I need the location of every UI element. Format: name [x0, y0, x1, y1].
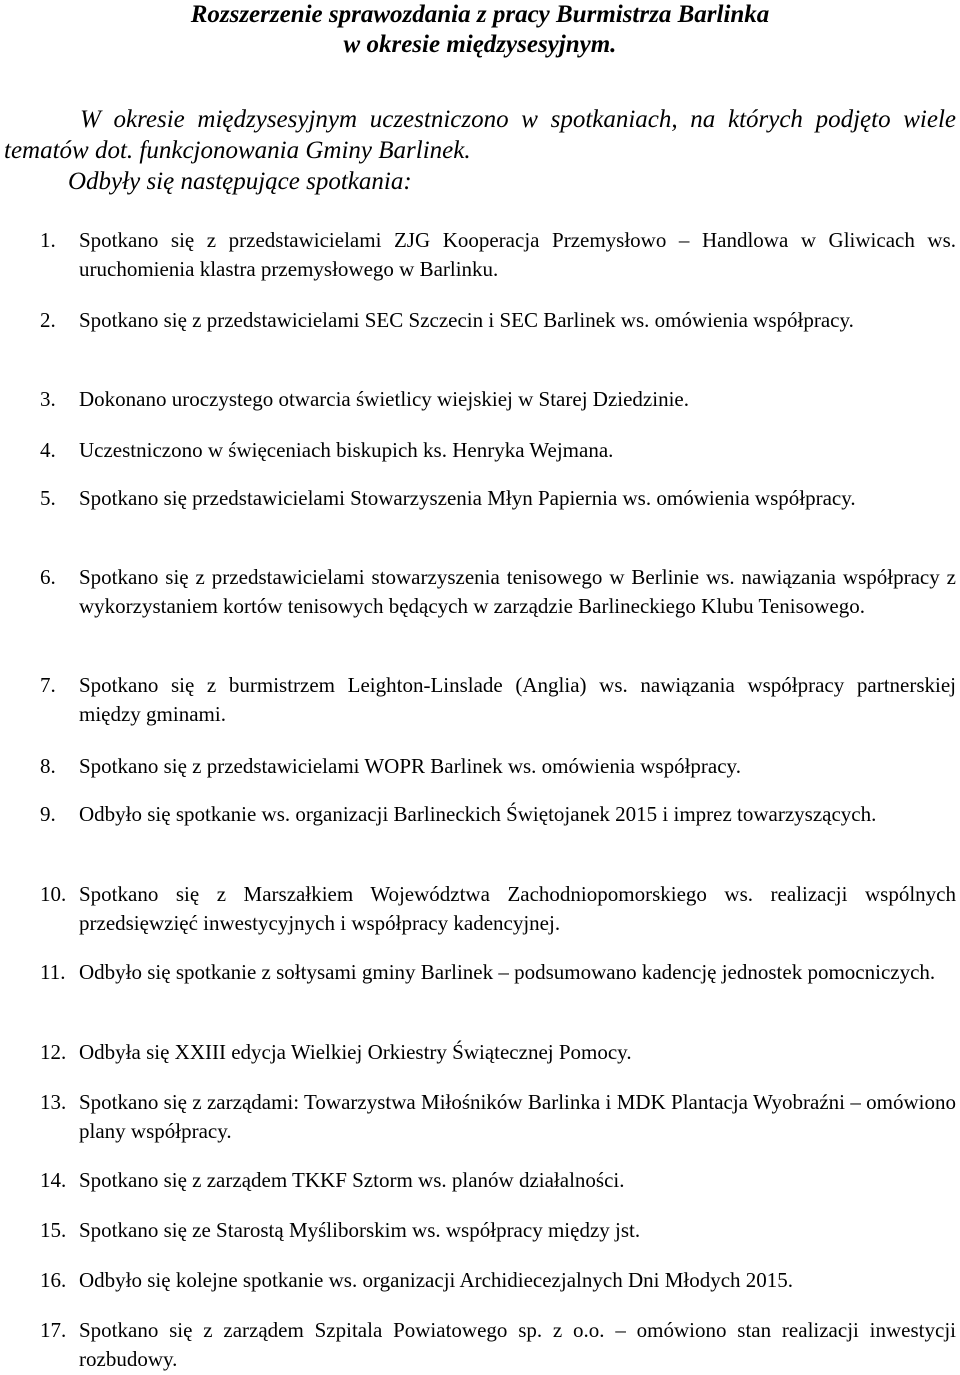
intro-text: W okresie międzysesyjnym uczestniczono w spotkaniach, na których podjęto wiele tematów dot. funkcjonowania Gminy Barlinek. — [4, 106, 956, 164]
list-item — [0, 958, 960, 987]
list-item-text: Spotkano się ze Starostą Myśliborskim ws. współpracy między jst. — [79, 1218, 641, 1242]
title-line-2: w okresie międzysesyjnym. — [343, 31, 617, 58]
list-item-number: 9. — [40, 802, 56, 826]
list-item-text: Odbyło się kolejne spotkanie ws. organizacji Archidiecezjalnych Dni Młodych 2015. — [79, 1268, 794, 1292]
list-item-number: 14. — [40, 1168, 67, 1192]
list-item-text: Spotkano się z zarządem TKKF Sztorm ws. planów działalności. — [79, 1168, 625, 1192]
list-item-number: 11. — [40, 960, 66, 984]
list-item-text: Spotkano się z burmistrzem Leighton-Linslade (Anglia) ws. nawiązania współpracy partnerskiej między gminami. — [79, 673, 956, 726]
list-item — [0, 800, 960, 829]
list-item — [0, 226, 960, 284]
list-item-text: Uczestniczono w święceniach biskupich ks. Henryka Wejmana. — [79, 438, 614, 462]
list-item-text: Odbyło się spotkanie z sołtysami gminy Barlinek – podsumowano kadencję jednostek pomocniczych. — [79, 960, 936, 984]
list-item-number: 13. — [40, 1090, 67, 1114]
list-item-text: Dokonano uroczystego otwarcia świetlicy wiejskiej w Starej Dziedzinie. — [79, 387, 689, 411]
list-item — [0, 1216, 960, 1245]
title-line-1: Rozszerzenie sprawozdania z pracy Burmistrza Barlinka — [190, 1, 770, 28]
list-item — [0, 563, 960, 621]
list-item — [0, 671, 960, 729]
list-item — [0, 1088, 960, 1146]
list-item-text: Odbyło się spotkanie ws. organizacji Barlineckich Świętojanek 2015 i imprez towarzyszących. — [79, 802, 877, 826]
list-item-text: Spotkano się przedstawicielami Stowarzyszenia Młyn Papiernia ws. omówienia współpracy. — [79, 486, 856, 510]
list-item-number: 10. — [40, 882, 67, 906]
list-item-text: Spotkano się z przedstawicielami ZJG Kooperacja Przemysłowo – Handlowa w Gliwicach ws. uruchomienia klastra przemysłowego w Barlinku. — [79, 228, 956, 281]
list-item-number: 2. — [40, 308, 56, 332]
list-item-number: 16. — [40, 1268, 67, 1292]
list-item — [0, 1316, 960, 1374]
intro-paragraph — [4, 104, 956, 197]
intro-subheading: Odbyły się następujące spotkania: — [68, 168, 412, 195]
document-title — [0, 0, 960, 60]
list-item-number: 8. — [40, 754, 56, 778]
list-item-number: 1. — [40, 228, 56, 252]
list-item — [0, 306, 960, 335]
list-item — [0, 880, 960, 938]
list-item-text: Spotkano się z przedstawicielami stowarzyszenia tenisowego w Berlinie ws. nawiązania współpracy z wykorzystaniem kortów tenisowych będących w zarządzie Barlineckiego Klubu Tenisowego. — [79, 565, 956, 618]
list-item-text: Spotkano się z przedstawicielami WOPR Barlinek ws. omówienia współpracy. — [79, 754, 741, 778]
list-item-number: 7. — [40, 673, 56, 697]
list-item-number: 17. — [40, 1318, 67, 1342]
list-item — [0, 436, 960, 465]
list-item-text: Odbyła się XXIII edycja Wielkiej Orkiestry Świątecznej Pomocy. — [79, 1040, 632, 1064]
list-item — [0, 385, 960, 414]
list-item — [0, 1166, 960, 1195]
list-item — [0, 1038, 960, 1067]
list-item-number: 3. — [40, 387, 56, 411]
list-item — [0, 484, 960, 513]
list-item-number: 4. — [40, 438, 56, 462]
list-item-number: 15. — [40, 1218, 67, 1242]
list-item-text: Spotkano się z przedstawicielami SEC Szczecin i SEC Barlinek ws. omówienia współpracy. — [79, 308, 854, 332]
list-item — [0, 1266, 960, 1295]
list-item-text: Spotkano się z Marszałkiem Województwa Zachodniopomorskiego ws. realizacji wspólnych przedsięwzięć inwestycyjnych i współpracy kadencyjnej. — [79, 882, 956, 935]
list-item-text: Spotkano się z zarządem Szpitala Powiatowego sp. z o.o. – omówiono stan realizacji inwestycji rozbudowy. — [79, 1318, 956, 1371]
list-item-text: Spotkano się z zarządami: Towarzystwa Miłośników Barlinka i MDK Plantacja Wyobraźni – omówiono plany współpracy. — [79, 1090, 956, 1143]
list-item — [0, 752, 960, 781]
list-item-number: 5. — [40, 486, 56, 510]
list-item-number: 12. — [40, 1040, 67, 1064]
list-item-number: 6. — [40, 565, 56, 589]
